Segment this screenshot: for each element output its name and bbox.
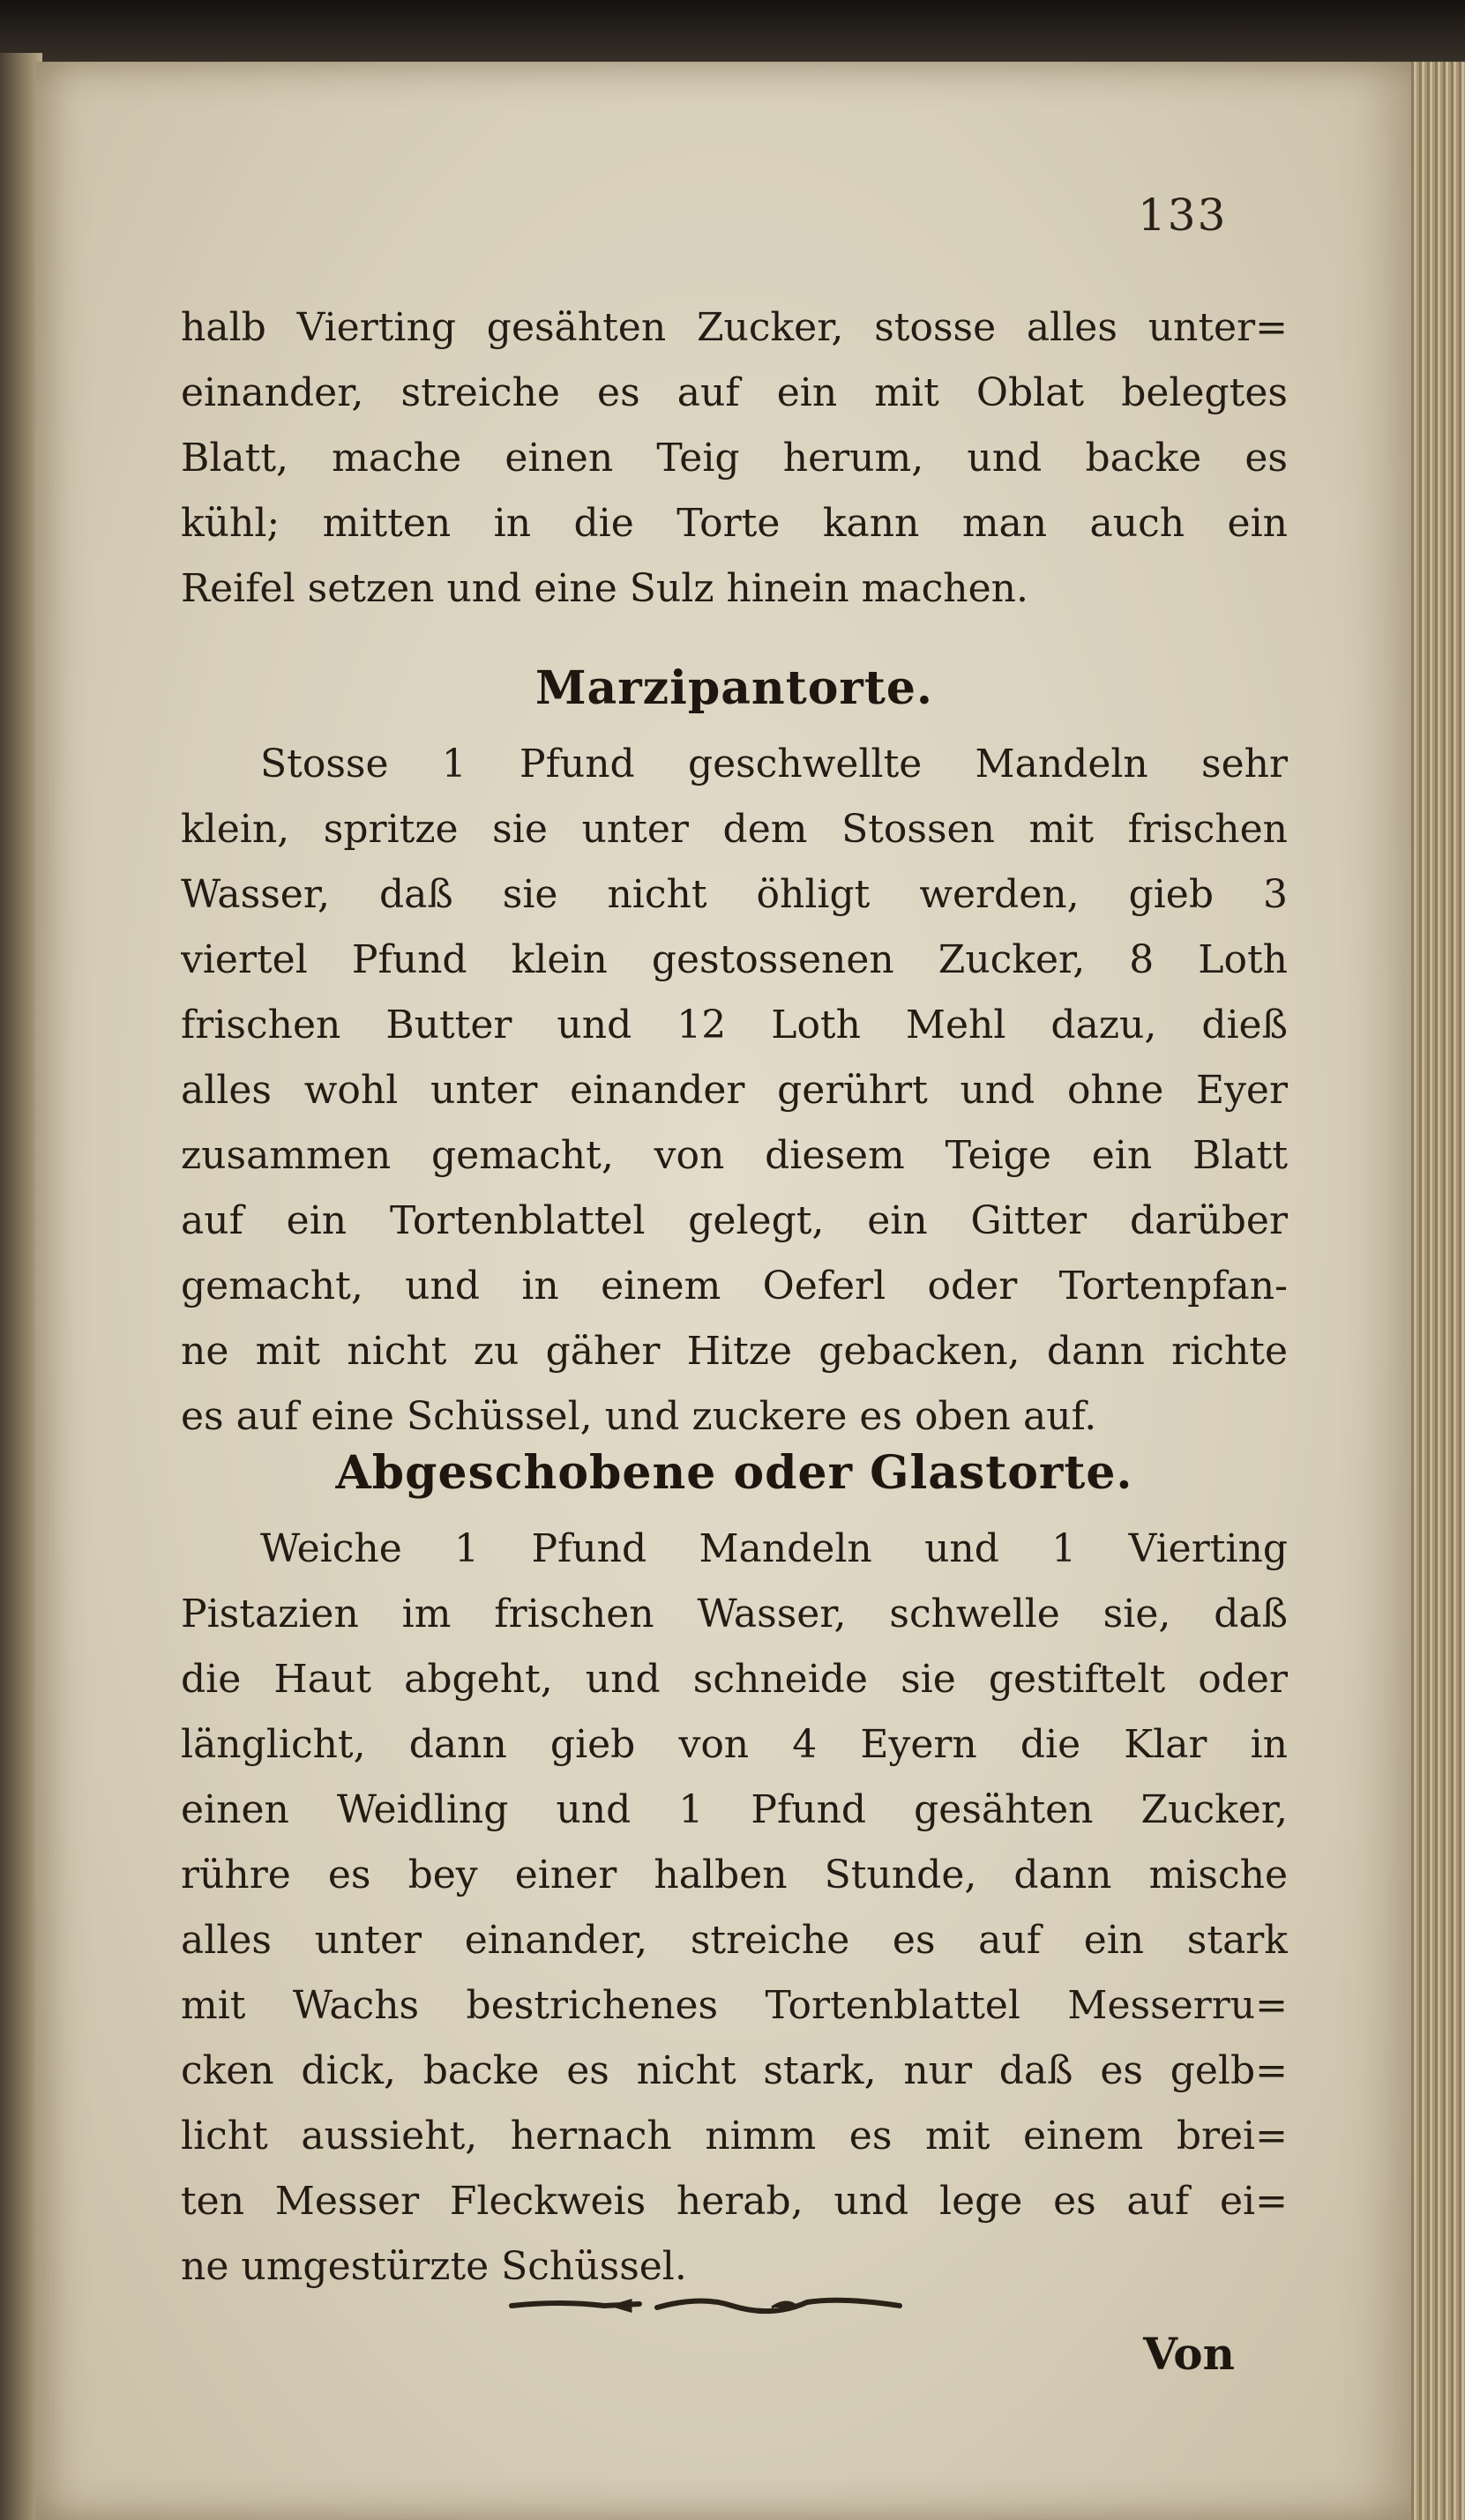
text-line: ten Messer Fleckweis herab, und lege es auf ei=	[181, 2179, 1288, 2224]
text-line: ne mit nicht zu gäher Hitze gebacken, dann richte	[181, 1329, 1288, 1374]
text-line: Weiche 1 Pfund Mandeln und 1 Vierting	[260, 1526, 1288, 1571]
text-line: rühre es bey einer halben Stunde, dann mische	[181, 1853, 1288, 1897]
text-line: länglicht, dann gieb von 4 Eyern die Klar in	[181, 1722, 1288, 1767]
page-number: 133	[1138, 190, 1228, 241]
text-line: kühl; mitten in die Torte kann man auch ein	[181, 501, 1288, 546]
paragraph-continuation	[181, 295, 1288, 622]
text-line: licht aussieht, hernach nimm es mit einem brei=	[181, 2114, 1288, 2158]
text-line: alles wohl unter einander gerührt und ohne Eyer	[181, 1068, 1288, 1113]
catchword: Von	[1143, 2328, 1235, 2380]
ornament-divider	[507, 2288, 904, 2323]
book-binding-top	[0, 0, 1465, 69]
text-line: cken dick, backe es nicht stark, nur daß es gelb=	[181, 2048, 1288, 2093]
text-line: frischen Butter und 12 Loth Mehl dazu, dieß	[181, 1003, 1288, 1048]
text-line: Wasser, daß sie nicht öhligt werden, gieb 3	[181, 872, 1288, 917]
text-line: viertel Pfund klein gestossenen Zucker, 8 Loth	[181, 937, 1288, 982]
text-line: mit Wachs bestrichenes Tortenblattel Messerru=	[181, 1983, 1288, 2028]
recipe-title-marzipantorte: Marzipantorte.	[534, 661, 934, 715]
recipe-body-marzipantorte	[181, 732, 1288, 1450]
text-line: klein, spritze sie unter dem Stossen mit frischen	[181, 807, 1288, 852]
recipe-body-glastorte	[181, 1517, 1288, 2300]
text-line: Pistazien im frischen Wasser, schwelle sie, daß	[181, 1592, 1288, 1637]
text-line: die Haut abgeht, und schneide sie gestiftelt oder	[181, 1657, 1288, 1702]
text-line: ne umgestürzte Schüssel.	[181, 2244, 687, 2289]
recipe-title-glastorte: Abgeschobene oder Glastorte.	[335, 1446, 1133, 1500]
text-line: alles unter einander, streiche es auf ein stark	[181, 1918, 1288, 1963]
text-line: auf ein Tortenblattel gelegt, ein Gitter darüber	[181, 1198, 1288, 1243]
text-line: Blatt, mache einen Teig herum, und backe es	[181, 436, 1288, 481]
text-line: gemacht, und in einem Oeferl oder Tortenpfan-	[181, 1264, 1288, 1308]
text-line: halb Vierting gesähten Zucker, stosse alles unter=	[181, 305, 1288, 350]
page-stack-edge	[1403, 62, 1465, 2520]
text-line: einen Weidling und 1 Pfund gesähten Zucker,	[181, 1787, 1288, 1832]
text-line: Reifel setzen und eine Sulz hinein machen.	[181, 566, 1028, 611]
text-line: zusammen gemacht, von diesem Teige ein Blatt	[181, 1133, 1288, 1178]
text-line: Stosse 1 Pfund geschwellte Mandeln sehr	[260, 742, 1288, 787]
text-line: es auf eine Schüssel, und zuckere es oben auf.	[181, 1394, 1097, 1439]
text-line: einander, streiche es auf ein mit Oblat belegtes	[181, 370, 1288, 415]
